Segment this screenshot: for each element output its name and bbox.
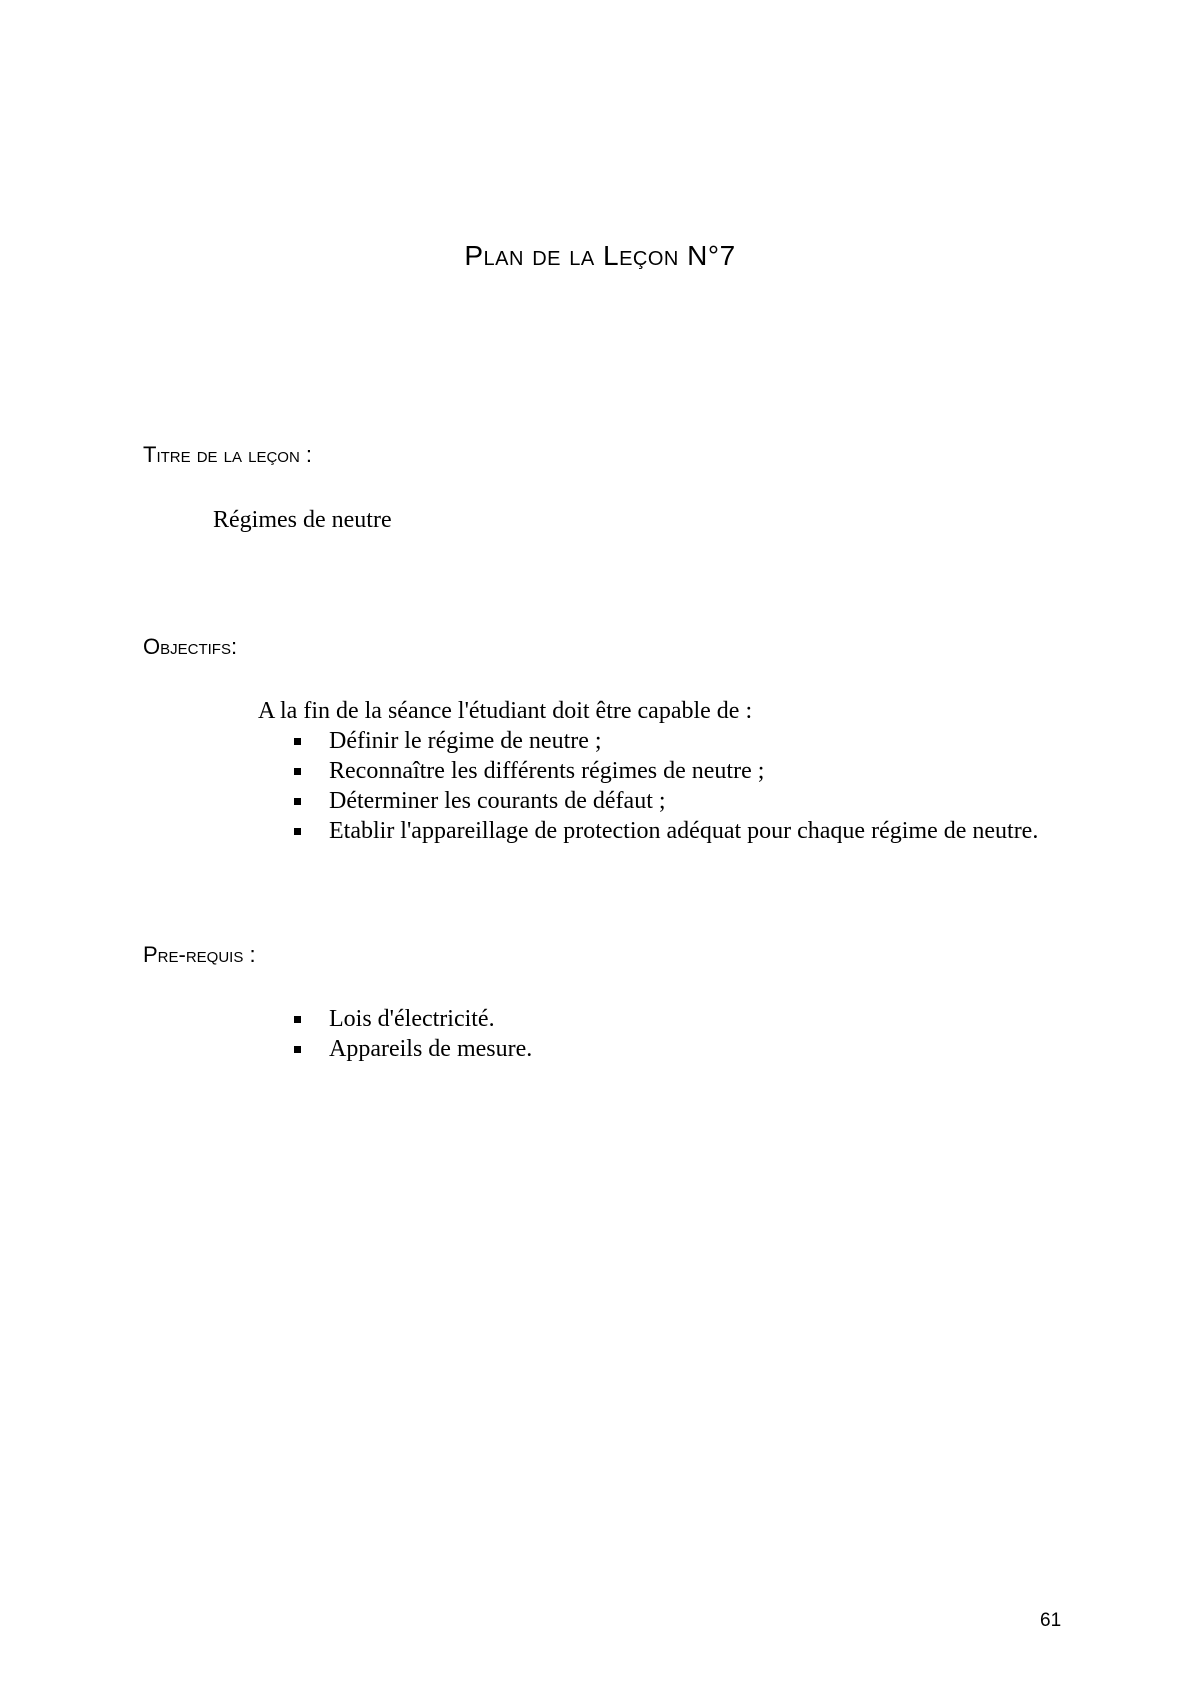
prerequisite-text: Lois d'électricité. — [329, 1006, 495, 1032]
square-bullet-icon — [294, 738, 301, 745]
objectives-intro: A la fin de la séance l'étudiant doit être capable de : — [258, 698, 753, 724]
section-heading-objectifs: Objectifs: — [143, 634, 238, 659]
list-item — [290, 1004, 1069, 1034]
lesson-title-value: Régimes de neutre — [213, 507, 392, 533]
square-bullet-icon — [294, 1016, 301, 1023]
list-item — [290, 726, 1069, 756]
objective-text: Etablir l'appareillage de protection adéquat pour chaque régime de neutre. — [329, 818, 1039, 844]
prerequisites-list — [290, 1004, 1090, 1064]
prerequisite-text: Appareils de mesure. — [329, 1036, 533, 1062]
square-bullet-icon — [294, 798, 301, 805]
section-heading-titre: Titre de la leçon : — [143, 442, 313, 467]
page-title: Plan de la Leçon N°7 — [464, 240, 736, 271]
objective-text: Définir le régime de neutre ; — [329, 728, 602, 754]
list-item — [290, 816, 1069, 846]
objectives-list — [290, 726, 1090, 846]
page-number: 61 — [1040, 1610, 1062, 1631]
square-bullet-icon — [294, 768, 301, 775]
square-bullet-icon — [294, 1046, 301, 1053]
section-heading-prerequis: Pre-requis : — [143, 942, 256, 967]
objective-text: Reconnaître les différents régimes de neutre ; — [329, 758, 765, 784]
list-item — [290, 756, 1069, 786]
list-item — [290, 786, 1069, 816]
list-item — [290, 1034, 1069, 1064]
square-bullet-icon — [294, 828, 301, 835]
objective-text: Déterminer les courants de défaut ; — [329, 788, 666, 814]
